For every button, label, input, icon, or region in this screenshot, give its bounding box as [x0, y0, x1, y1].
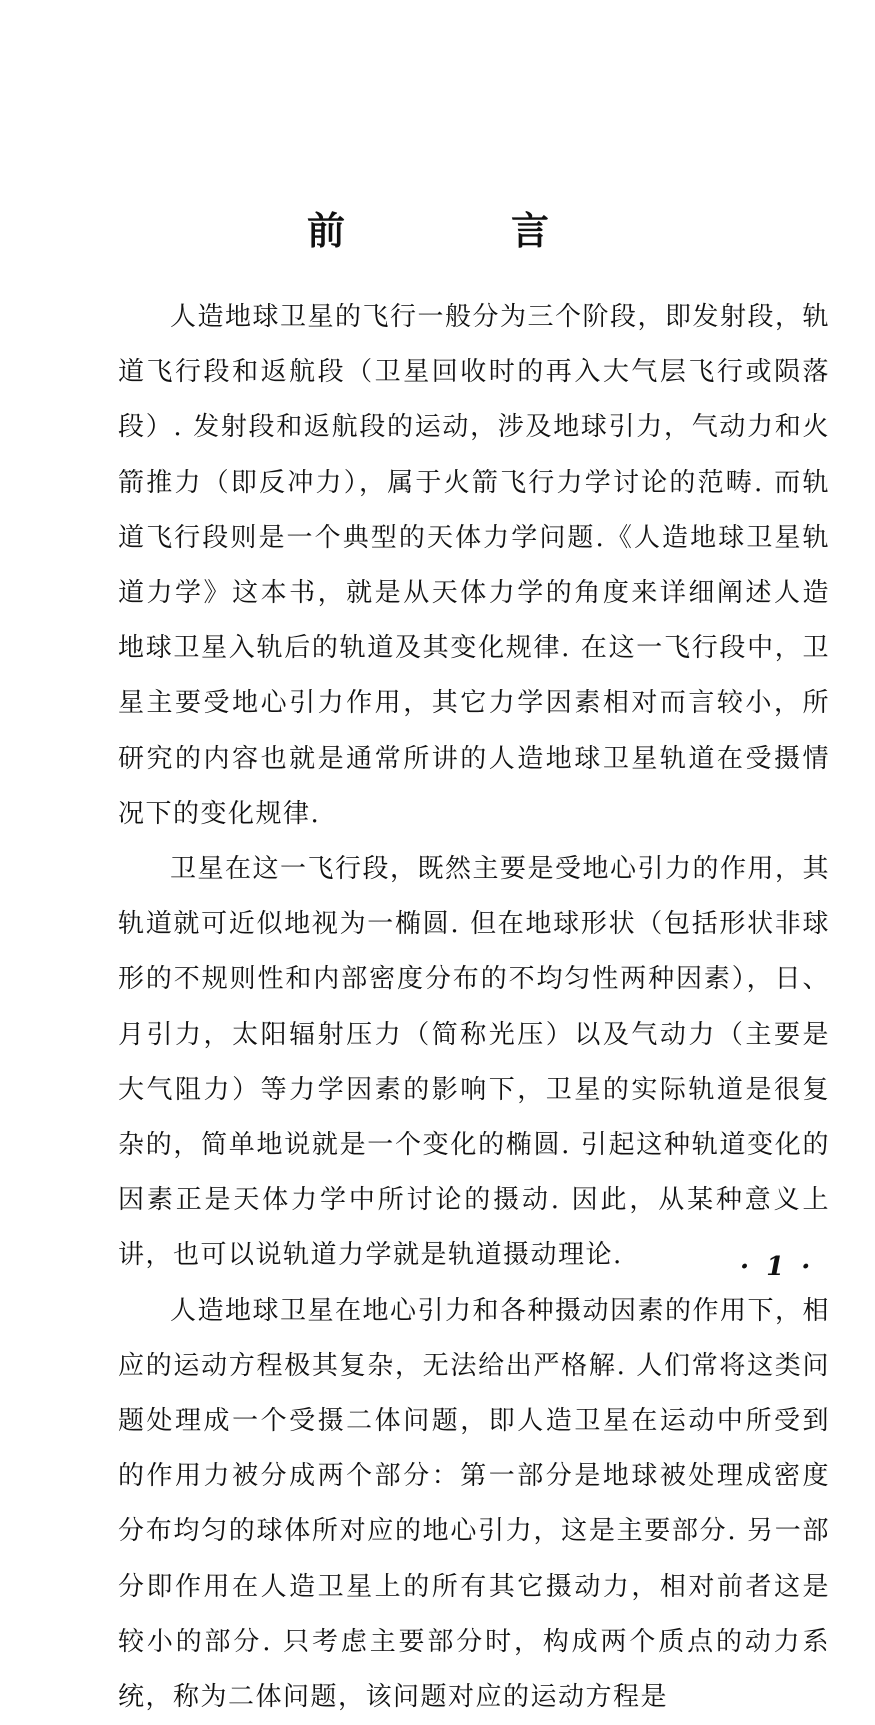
page-number: · 1 · [740, 1252, 815, 1282]
preface-body [118, 290, 830, 1725]
paragraph-3: 人造地球卫星在地心引力和各种摄动因素的作用下，相应的运动方程极其复杂，无法给出严格解. 人们常将这类问题处理成一个受摄二体问题，即人造卫星在运动中所受到的作用力被分成两个部分：第一部分是地球被处理成密度分布均匀的球体所对应的地心引力，这是主要部分. 另一部分即作用在人造卫星上的所有其它摄动力，相对前者这是较小的部分. 只考虑主要部分时，构成两个质点的动力系统，称为二体问题，该问题对应的运动方程是 [118, 1295, 831, 1713]
paragraph-1: 人造地球卫星的飞行一般分为三个阶段，即发射段，轨道飞行段和返航段（卫星回收时的再入大气层飞行或陨落段）. 发射段和返航段的运动，涉及地球引力，气动力和火箭推力（即反冲力），属于火箭飞行力学讨论的范畴. 而轨道飞行段则是一个典型的天体力学问题.《人造地球卫星轨道力学》这本书，就是从天体力学的角度来详细阐述人造地球卫星入轨后的轨道及其变化规律. 在这一飞行段中，卫星主要受地心引力作用，其它力学因素相对而言较小，所研究的内容也就是通常所讲的人造地球卫星轨道在受摄情况下的变化规律. [118, 302, 831, 829]
paragraph-2: 卫星在这一飞行段，既然主要是受地心引力的作用，其轨道就可近似地视为一椭圆. 但在地球形状（包括形状非球形的不规则性和内部密度分布的不均匀性两种因素），日、月引力，太阳辐射压力（简称光压）以及气动力（主要是大气阻力）等力学因素的影响下，卫星的实际轨道是很复杂的，简单地说就是一个变化的椭圆. 引起这种轨道变化的因素正是天体力学中所讨论的摄动. 因此，从某种意义上讲，也可以说轨道力学就是轨道摄动理论. [118, 854, 831, 1271]
page-title: 前 言 [306, 208, 613, 253]
